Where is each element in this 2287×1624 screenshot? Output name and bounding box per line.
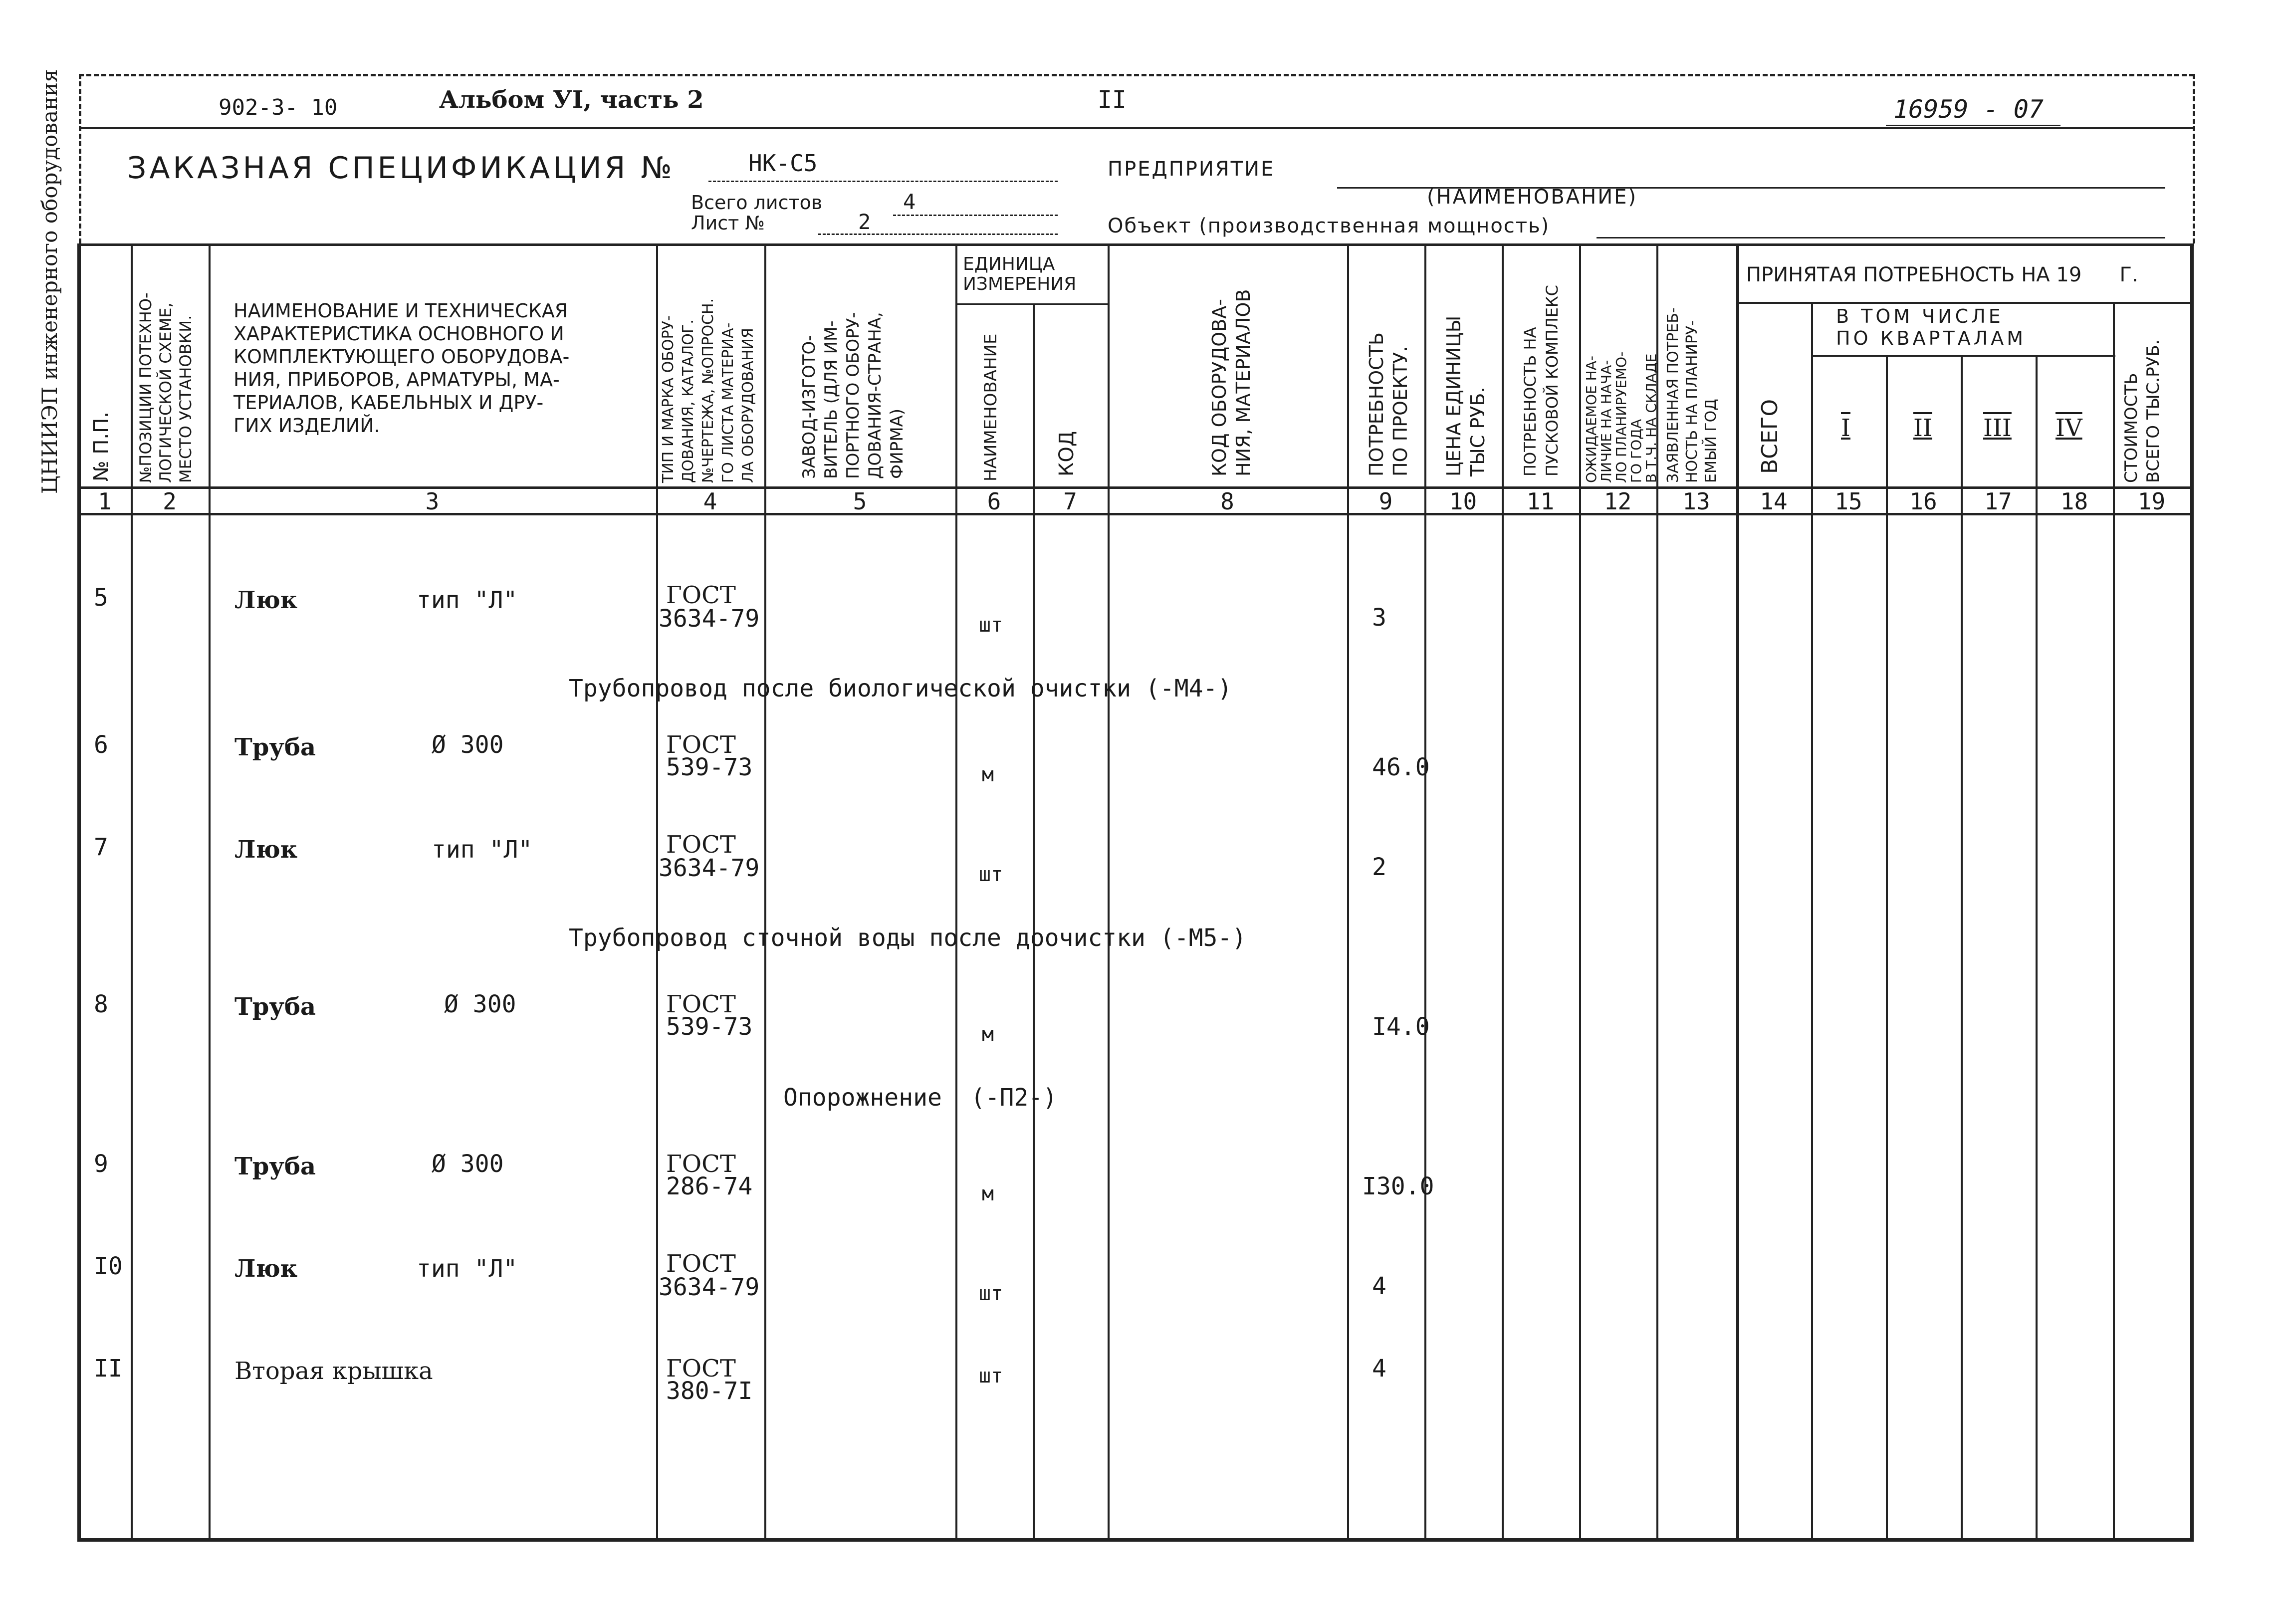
standard-number: 539-73 <box>666 753 753 781</box>
col-header-1: № П.П. <box>90 412 113 481</box>
row-number: 7 <box>94 833 108 861</box>
standard-number: 539-73 <box>666 1013 753 1041</box>
column-number: 9 <box>1378 488 1393 515</box>
column-number: 17 <box>1984 488 2012 515</box>
col-header-5: ЗАВОД-ИЗГОТО- ВИТЕЛЬ (ДЛЯ ИМ- ПОРТНОГО ОБОРУ- ДОВАНИЯ-СТРАНА, ФИРМА) <box>799 312 907 479</box>
quarter-4-header: IV <box>2056 414 2082 442</box>
column-number: 12 <box>1603 488 1632 515</box>
quarter-2-header: II <box>1913 414 1932 442</box>
unit-name: м <box>982 763 994 786</box>
accepted-group-header: ПРИНЯТАЯ ПОТРЕБНОСТЬ НА 19 Г. <box>1746 263 2138 286</box>
col-header-9: ПОТРЕБНОСТЬ ПО ПРОЕКТУ. <box>1366 332 1411 476</box>
row-number: 9 <box>94 1150 108 1178</box>
side-caption: ЦНИИЭП инженерного оборудования <box>37 69 62 494</box>
standard-label: ГОСТ <box>666 1355 736 1383</box>
standard-label: ГОСТ <box>666 581 736 609</box>
col-header-4: ТИП И МАРКА ОБОРУ- ДОВАНИЯ, КАТАЛОГ. №ЧЕРТЕЖА, №ОПРОСН. ГО ЛИСТА МАТЕРИА- ЛА ОБОРУДОВАНИЯ <box>660 298 757 483</box>
column-number: 18 <box>2060 488 2088 515</box>
row-number: 6 <box>94 731 108 759</box>
project-quantity: 2 <box>1372 853 1386 881</box>
standard-number: 3634-79 <box>659 854 760 882</box>
page-number: II <box>1098 86 1127 114</box>
col-header-13: ЗАЯВЛЕННАЯ ПОТРЕБ- НОСТЬ НА ПЛАНИРУ- ЕМЫЙ ГОД <box>1664 307 1720 483</box>
project-quantity: 4 <box>1372 1355 1386 1383</box>
column-number: 8 <box>1220 488 1234 515</box>
section-heading: Трубопровод сточной воды после доочистки (-М5-) <box>569 924 1247 952</box>
column-number: 2 <box>163 488 177 515</box>
project-quantity: I4.0 <box>1372 1013 1430 1041</box>
total-sheets-label: Всего листов <box>691 192 823 214</box>
section-heading: Трубопровод после биологической очистки (-М4-) <box>569 675 1232 702</box>
column-number: 4 <box>703 488 717 515</box>
item-name: Труба <box>234 993 316 1021</box>
sheet-label: Лист № <box>691 212 765 234</box>
col-header-11: ПОТРЕБНОСТЬ НА ПУСКОВОЙ КОМПЛЕКС <box>1521 285 1562 476</box>
column-number: 15 <box>1834 488 1862 515</box>
column-number: 6 <box>987 488 1001 515</box>
quarter-group-header: В ТОМ ЧИСЛЕ ПО КВАРТАЛАМ <box>1836 305 2027 349</box>
quarter-3-header: III <box>1983 414 2012 442</box>
column-number: 5 <box>853 488 867 515</box>
standard-number: 380-7I <box>666 1377 753 1405</box>
column-number: 14 <box>1760 488 1788 515</box>
row-number: II <box>94 1355 123 1383</box>
row-number: I0 <box>94 1252 123 1280</box>
enterprise-label: ПРЕДПРИЯТИЕ <box>1108 158 1275 181</box>
column-number: 16 <box>1909 488 1937 515</box>
album-label: Альбом УI, часть 2 <box>439 86 704 114</box>
spec-title: ЗАКАЗНАЯ СПЕЦИФИКАЦИЯ № <box>127 151 675 186</box>
doc-code: 902-3- 10 <box>219 95 338 120</box>
item-spec: тип "Л" <box>432 836 533 864</box>
column-number: 19 <box>2137 488 2166 515</box>
standard-label: ГОСТ <box>666 731 736 759</box>
name-label: (НАИМЕНОВАНИЕ) <box>1427 186 1637 209</box>
column-number: 7 <box>1063 488 1077 515</box>
standard-label: ГОСТ <box>666 1250 736 1278</box>
project-quantity: 46.0 <box>1372 753 1430 781</box>
unit-name: м <box>982 1023 994 1046</box>
sheet-value: 2 <box>858 210 871 234</box>
object-label: Объект (производственная мощность) <box>1108 215 1550 237</box>
inventory-number: 16959 - 07 <box>1893 95 2044 124</box>
item-name: Труба <box>234 733 316 761</box>
row-number: 5 <box>94 584 108 612</box>
unit-name: шт <box>979 1365 1003 1388</box>
column-number: 1 <box>98 488 112 515</box>
col-header-12: ОЖИДАЕМОЕ НА- ЛИЧИЕ НА НАЧА- ЛО ПЛАНИРУЕМО- ГО ГОДА В Т.Ч. НА СКЛАДЕ <box>1583 351 1659 483</box>
item-name: Люк <box>234 586 298 614</box>
col-header-14: ВСЕГО <box>1757 399 1783 474</box>
standard-number: 3634-79 <box>659 1273 760 1301</box>
unit-name: шт <box>979 614 1003 637</box>
col-header-8: КОД ОБОРУДОВА- НИЯ, МАТЕРИАЛОВ <box>1208 289 1254 476</box>
unit-group-header: ЕДИНИЦА ИЗМЕРЕНИЯ <box>963 254 1077 294</box>
item-spec: Ø 300 <box>432 1150 504 1178</box>
unit-name: шт <box>979 863 1003 886</box>
column-number: 3 <box>425 488 440 515</box>
standard-label: ГОСТ <box>666 1150 736 1178</box>
item-name: Вторая крышка <box>234 1357 433 1385</box>
column-number: 13 <box>1682 488 1710 515</box>
standard-label: ГОСТ <box>666 831 736 859</box>
standard-number: 3634-79 <box>659 605 760 633</box>
item-name: Люк <box>234 836 298 864</box>
spec-number: НК-С5 <box>748 150 818 177</box>
item-spec: тип "Л" <box>417 586 518 614</box>
item-name: Труба <box>234 1153 316 1180</box>
total-sheets-value: 4 <box>903 190 916 214</box>
col-header-7: КОД <box>1055 431 1078 476</box>
standard-number: 286-74 <box>666 1172 753 1200</box>
section-heading: Опорожнение (-П2-) <box>783 1084 1058 1112</box>
standard-label: ГОСТ <box>666 990 736 1018</box>
project-quantity: 3 <box>1372 604 1386 632</box>
col-header-19: СТОИМОСТЬ ВСЕГО ТЫС.РУБ. <box>2121 339 2163 483</box>
col-header-2: №ПОЗИЦИИ ПОТЕХНО- ЛОГИЧЕСКОЙ СХЕМЕ, МЕСТО УСТАНОВКИ. <box>136 292 195 483</box>
item-name: Люк <box>234 1255 298 1283</box>
item-spec: тип "Л" <box>417 1255 518 1283</box>
project-quantity: 4 <box>1372 1272 1386 1300</box>
project-quantity: I30.0 <box>1362 1172 1434 1200</box>
unit-name: м <box>982 1182 994 1205</box>
item-spec: Ø 300 <box>444 990 516 1018</box>
item-spec: Ø 300 <box>432 731 504 759</box>
unit-name: шт <box>979 1282 1003 1305</box>
row-number: 8 <box>94 990 108 1018</box>
column-number: 11 <box>1526 488 1555 515</box>
col-header-6: НАИМЕНОВАНИЕ <box>981 333 1001 481</box>
quarter-1-header: I <box>1841 414 1850 442</box>
col-header-10: ЦЕНА ЕДИНИЦЫ ТЫС РУБ. <box>1443 315 1489 476</box>
col-header-3: НАИМЕНОВАНИЕ И ТЕХНИЧЕСКАЯ ХАРАКТЕРИСТИКА ОСНОВНОГО И КОМПЛЕКТУЮЩЕГО ОБОРУДОВА- НИЯ, ПРИБОРОВ, АРМАТУРЫ, МА- ТЕРИАЛОВ, КАБЕЛЬНЫХ И ДРУ- ГИХ ИЗДЕЛИЙ. <box>233 300 570 437</box>
column-number: 10 <box>1449 488 1477 515</box>
